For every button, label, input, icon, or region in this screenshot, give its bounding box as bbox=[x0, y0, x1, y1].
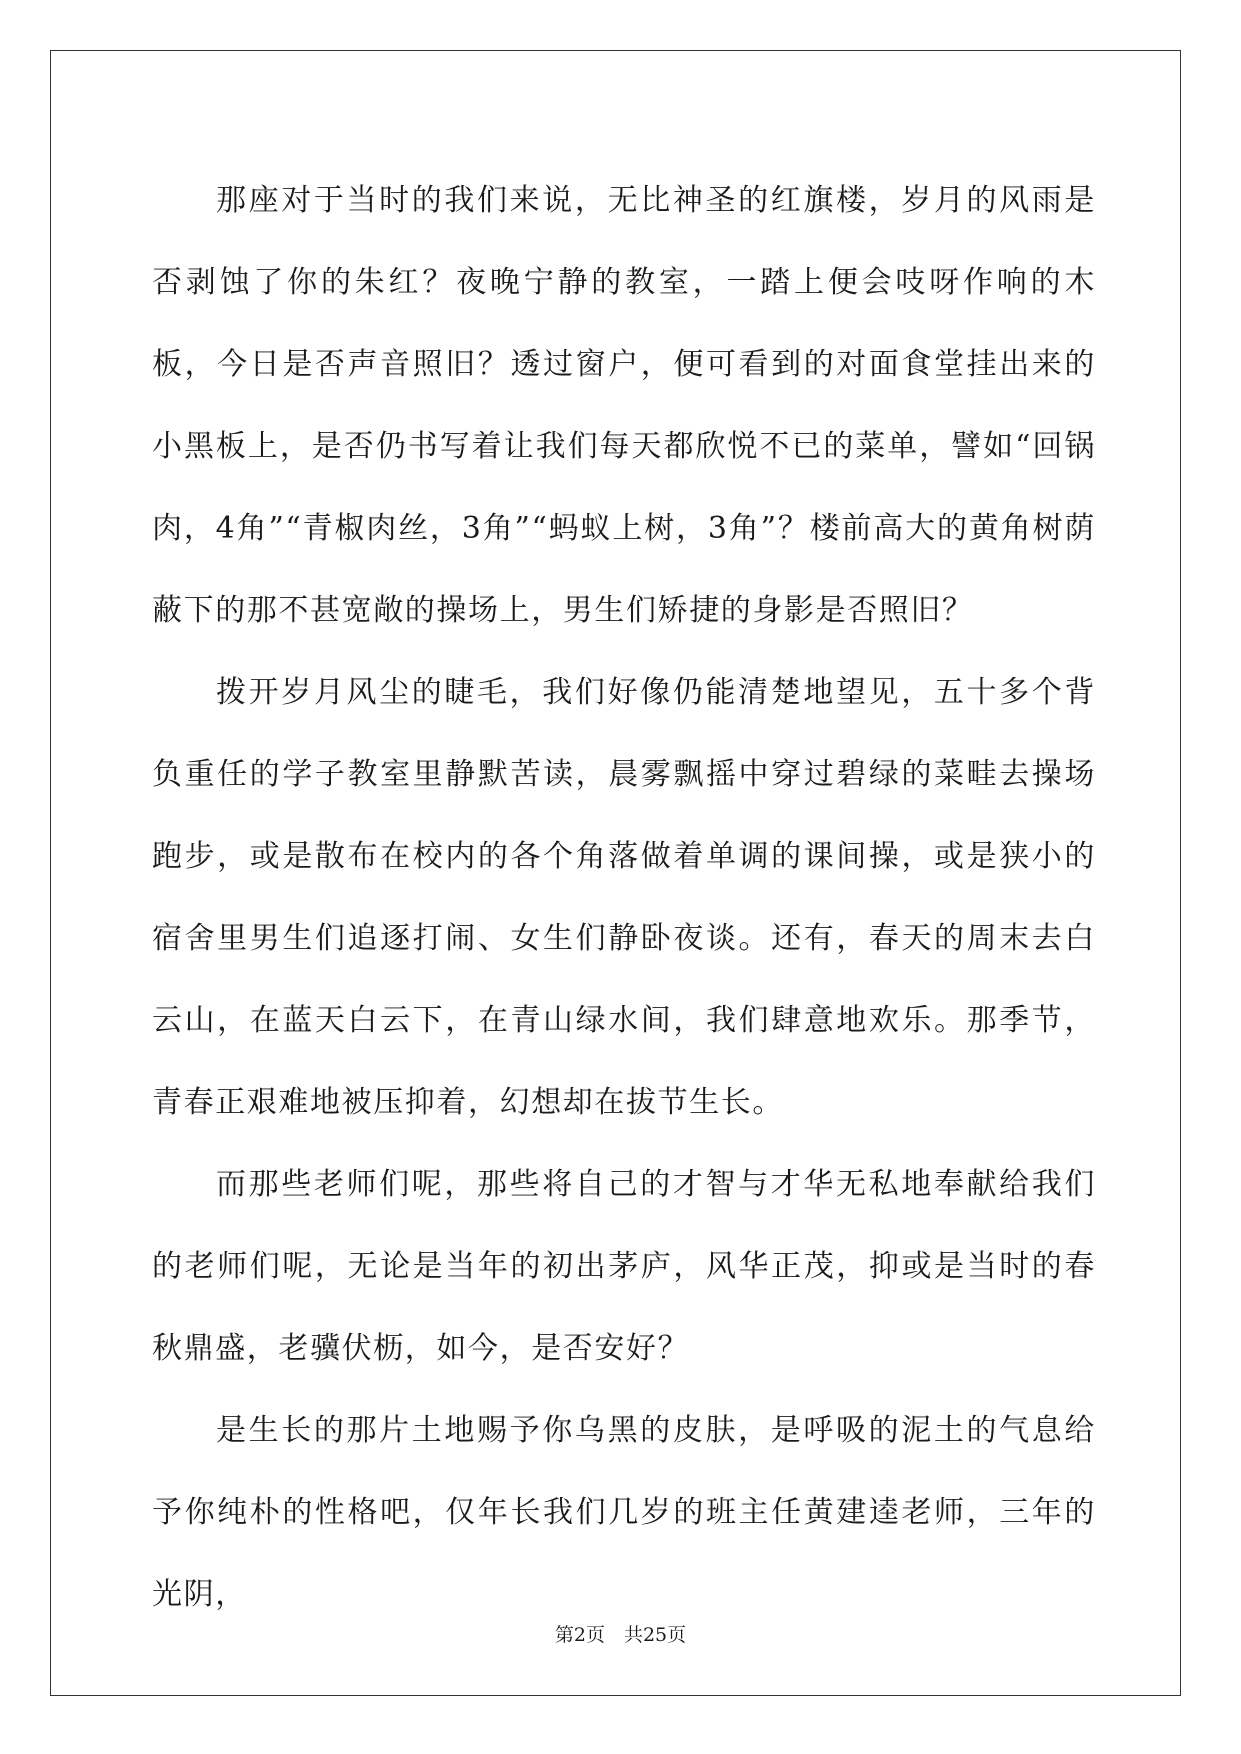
paragraph-1: 那座对于当时的我们来说，无比神圣的红旗楼，岁月的风雨是否剥蚀了你的朱红？夜晚宁静的教室，一踏上便会吱呀作响的木板，今日是否声音照旧？透过窗户，便可看到的对面食堂挂出来的小黑板上，是否仍书写着让我们每天都欣悦不已的菜单，譬如“回锅肉，4角”“青椒肉丝，3角”“蚂蚁上树，3角”？楼前高大的黄角树荫蔽下的那不甚宽敞的操场上，男生们矫捷的身影是否照旧？ bbox=[152, 183, 1096, 628]
paragraph-3: 而那些老师们呢，那些将自己的才智与才华无私地奉献给我们的老师们呢，无论是当年的初出茅庐，风华正茂，抑或是当时的春秋鼎盛，老骥伏枥，如今，是否安好？ bbox=[152, 1167, 1096, 1366]
page-number-footer: 第2页 共25页 bbox=[554, 1624, 687, 1646]
paragraph-4: 是生长的那片土地赐予你乌黑的皮肤，是呼吸的泥土的气息给予你纯朴的性格吧，仅年长我们几岁的班主任黄建逵老师，三年的光阴， bbox=[152, 1413, 1096, 1612]
paragraph-2: 拨开岁月风尘的睫毛，我们好像仍能清楚地望见，五十多个背负重任的学子教室里静默苦读，晨雾飘摇中穿过碧绿的菜畦去操场跑步，或是散布在校内的各个角落做着单调的课间操，或是狭小的宿舍里男生们追逐打闹、女生们静卧夜谈。还有，春天的周末去白云山，在蓝天白云下，在青山绿水间，我们肆意地欢乐。那季节，青春正艰难地被压抑着，幻想却在拔节生长。 bbox=[152, 675, 1096, 1120]
document-body bbox=[152, 160, 1096, 1636]
